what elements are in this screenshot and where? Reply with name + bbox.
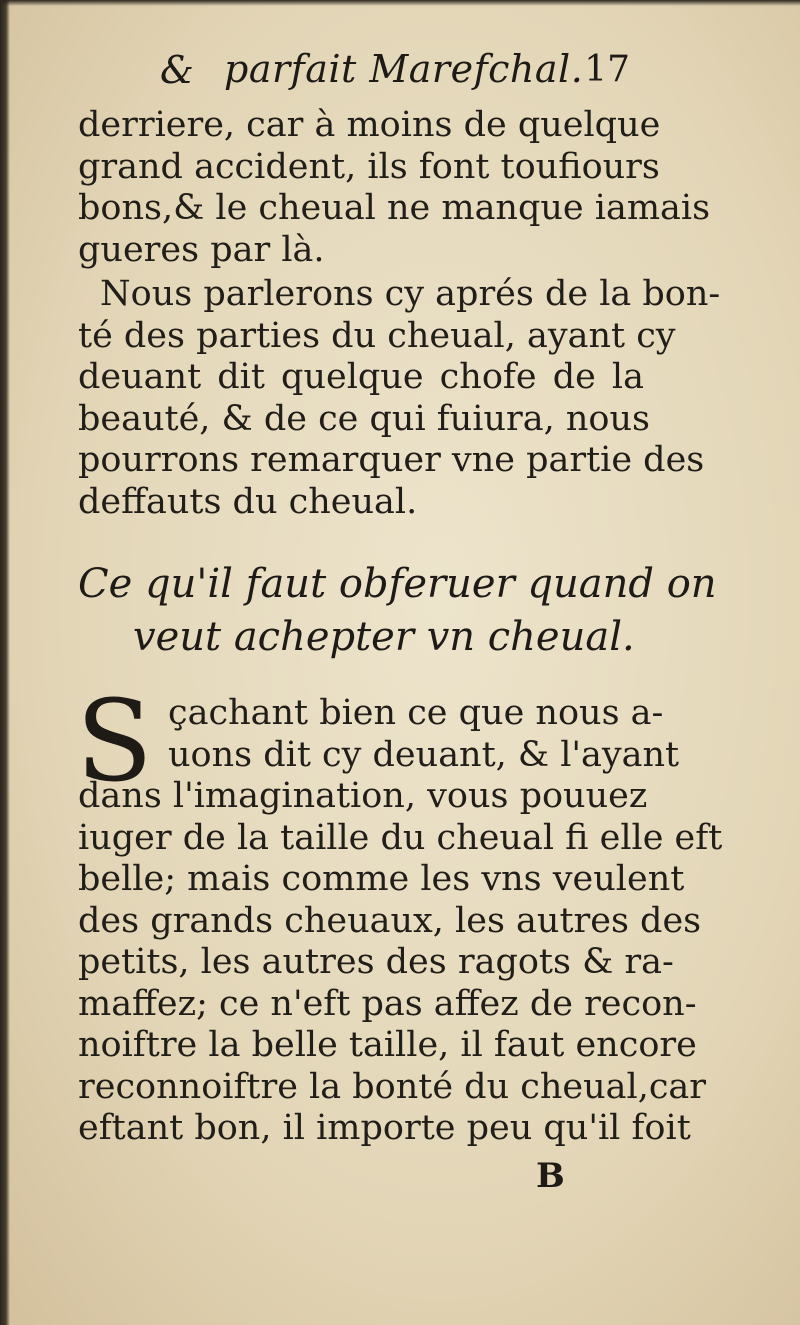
heading-line: Ce qu'il faut obferuer quand on [78,561,717,607]
text-line: çachant bien ce que nous a- [168,693,664,733]
text-line: pourrons remarquer vne partie des [78,440,705,480]
text-line: petits, les autres des ragots & ra- [78,942,674,982]
paragraph-3 [76,677,723,1150]
text-line: gueres par là. [78,229,325,270]
text-line: des grands cheuaux, les autres des [78,900,702,941]
text-line: maffez; ce n'eft pas affez de recon- [78,983,697,1024]
page-top-edge [0,0,800,6]
text-line: derriere, car à moins de quelque [78,105,661,145]
text-line: noiftre la belle taille, il faut encore [78,1025,697,1065]
text-line: Nous parlerons cy aprés de la bon- [100,274,721,314]
header-ornament: & [160,48,194,92]
page-number: 17 [584,49,630,90]
paragraph-2 [78,274,721,523]
heading-line: veut achepter vn cheual. [133,614,635,660]
text-line: grand accident, ils font toufiours [78,146,660,187]
text-line: belle; mais comme les vns veulent [78,859,685,899]
text-line: beauté, & de ce qui fuiura, nous [78,398,650,439]
text-line: té des parties du cheual, ayant cy [78,315,676,356]
text-line: eftant bon, il importe peu qu'il foit [78,1108,691,1148]
text-line: reconnoiftre la bonté du cheual,car [78,1066,707,1107]
text-line: deffauts du cheual. [78,481,418,522]
text-line: deuant dit quelque chofe de la [78,357,644,397]
header-title: parfait Marefchal. [224,47,584,91]
section-heading [78,558,717,664]
drop-cap: S [76,677,153,807]
text-line: bons,& le cheual ne manque iamais [78,188,711,228]
signature-mark: B [536,1156,565,1196]
text-line: uons dit cy deuant, & l'ayant [168,734,680,775]
page-gutter-shadow [0,0,10,1325]
running-header [160,44,630,94]
paragraph-1 [78,105,711,271]
text-line: iuger de la taille du cheual fi elle eft [78,817,723,858]
text-line: dans l'imagination, vous pouuez [78,776,648,816]
